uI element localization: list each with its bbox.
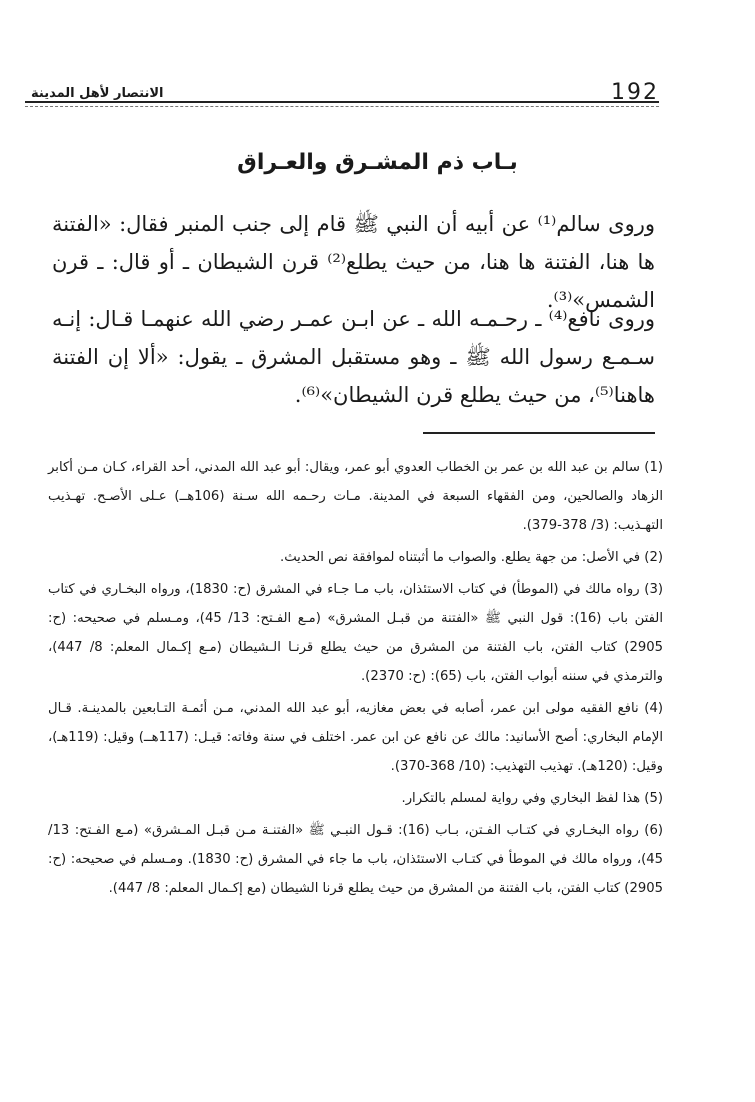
page-number: 192 xyxy=(611,80,659,105)
body-paragraph: وروى سالم⁽¹⁾ عن أبيه أن النبي ﷺ قام إلى جنب المنبر فقال: «الفتنة ها هنا، الفتنة ها هنا، من حيث يطلع⁽²⁾ قرن الشيطان ـ أو قال: ـ قرن الشمس»⁽³⁾. xyxy=(52,212,655,312)
footnote: (5) هذا لفظ البخاري وفي رواية لمسلم بالتكرار. xyxy=(401,791,663,806)
footnote: (6) رواه البخـاري في كتـاب الفـتن، بـاب (16): قـول النبـي ﷺ «الفتنـة مـن قبـل المـشرق» (مـع الفـتح: 13/ 45)، ورواه مالك في الموطأ في كتـاب الاستئذان، باب ما جاء في المشرق (ح: 1830). ومـسلم في صحيحه: (ح: 2905) كتاب الفتن، باب الفتنة من المشرق من حيث يطلع قرنا الشيطان (مع إكـمال المعلم: 8/ 447). xyxy=(48,823,663,896)
footnote-separator xyxy=(423,432,655,434)
header-dashed-rule xyxy=(25,106,659,107)
running-title: الانتصار لأهل المدينة xyxy=(31,86,164,101)
footnote: (4) نافع الفقيه مولى ابن عمر، أصابه في بعض مغازيه، أبو عبد الله المدني، مـن أئمـة التـابعين بالمدينـة. قـال الإمام البخاري: أصح الأسانيد: مالك عن نافع عن ابن عمر. اختلف في سنة وفاته: قيـل: (117هــ) وقيل: (119هـ)، وقيل: (120هـ). تهذيب التهذيب: (10/ 368-370). xyxy=(48,701,664,774)
header-rule xyxy=(25,101,659,103)
chapter-title: بـاب ذم المشـرق والعـراق xyxy=(237,150,518,175)
footnotes xyxy=(48,453,663,906)
footnote: (2) في الأصل: من جهة يطلع. والصواب ما أثبتناه لموافقة نص الحديث. xyxy=(280,550,663,565)
footnote: (1) سالم بن عبد الله بن عمر بن الخطاب العدوي أبو عمر، ويقال: أبو عبد الله المدني، أحد القراء، كـان مـن أكابر الزهاد والصالحين، ومن الفقهاء السبعة في المدينة. مـات رحـمه الله سـنة (106هــ) عـلى الأصـح. تهـذيب التهـذيب: (3/ 378-379). xyxy=(48,460,663,533)
body-paragraph: وروى نافع⁽⁴⁾ ـ رحـمـه الله ـ عن ابـن عمـر رضي الله عنهمـا قـال: إنـه سـمـع رسول الله ﷺ ـ وهو مستقبل المشرق ـ يقول: «ألا إن الفتنة هاهنا⁽⁵⁾، من حيث يطلع قرن الشيطان»⁽⁶⁾. xyxy=(52,307,655,407)
footnote: (3) رواه مالك في (الموطأ) في كتاب الاستئذان، باب مـا جـاء في المشرق (ح: 1830)، ورواه البخـاري في كتاب الفتن باب (16): قول النبي ﷺ «الفتنة من قبـل المشرق» (مـع الفـتح: 13/ 45)، ومـسلم في صحيحه: (ح: 2905) كتاب الفتن، باب الفتنة من المشرق من حيث يطلع قرنـا الـشيطان (مـع إكـمال المعلم: 8/ 447)، والترمذي في سننه أبواب الفتن، باب (65): (ح: 2370). xyxy=(48,582,663,684)
